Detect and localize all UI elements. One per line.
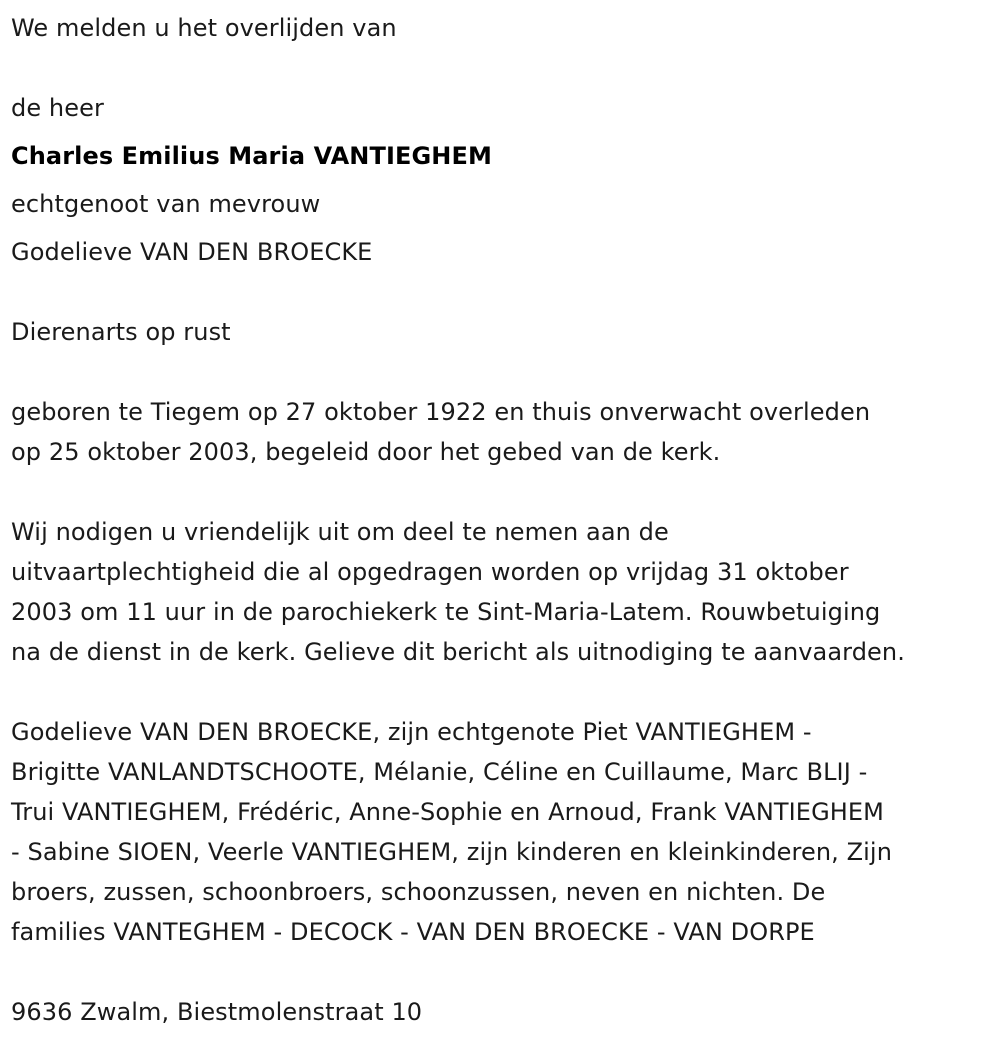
paragraph-line: 2003 om 11 uur in de parochiekerk te Sint-Maria-Latem. Rouwbetuiging	[11, 598, 881, 626]
paragraph-line: na de dienst in de kerk. Gelieve dit bericht als uitnodiging te aanvaarden.	[11, 638, 905, 666]
deceased-name: Charles Emilius Maria VANTIEGHEM	[11, 142, 492, 170]
profession: Dierenarts op rust	[11, 318, 231, 346]
paragraph-line: broers, zussen, schoonbroers, schoonzussen, neven en nichten. De	[11, 878, 826, 906]
family-paragraph	[11, 712, 996, 952]
spacer	[11, 672, 996, 712]
spacer	[11, 272, 996, 312]
spouse-intro: echtgenoot van mevrouw	[11, 190, 321, 218]
paragraph-line: op 25 oktober 2003, begeleid door het gebed van de kerk.	[11, 438, 721, 466]
birth-death-paragraph	[11, 392, 996, 472]
spouse-name: Godelieve VAN DEN BROECKE	[11, 238, 373, 266]
paragraph-line: uitvaartplechtigheid die al opgedragen worden op vrijdag 31 oktober	[11, 558, 849, 586]
spacer	[11, 48, 996, 88]
spacer	[11, 952, 996, 992]
paragraph-line: Wij nodigen u vriendelijk uit om deel te nemen aan de	[11, 518, 669, 546]
spacer	[11, 472, 996, 512]
death-notice	[11, 8, 996, 1032]
intro-line: We melden u het overlijden van	[11, 14, 397, 42]
paragraph-line: - Sabine SIOEN, Veerle VANTIEGHEM, zijn kinderen en kleinkinderen, Zijn	[11, 838, 893, 866]
paragraph-line: Godelieve VAN DEN BROECKE, zijn echtgenote Piet VANTIEGHEM -	[11, 718, 812, 746]
address: 9636 Zwalm, Biestmolenstraat 10	[11, 998, 423, 1026]
spacer	[11, 352, 996, 392]
paragraph-line: families VANTEGHEM - DECOCK - VAN DEN BROECKE - VAN DORPE	[11, 918, 815, 946]
paragraph-line: geboren te Tiegem op 27 oktober 1922 en thuis onverwacht overleden	[11, 398, 871, 426]
honorific: de heer	[11, 94, 104, 122]
paragraph-line: Trui VANTIEGHEM, Frédéric, Anne-Sophie en Arnoud, Frank VANTIEGHEM	[11, 798, 884, 826]
paragraph-line: Brigitte VANLANDTSCHOOTE, Mélanie, Céline en Cuillaume, Marc BLIJ -	[11, 758, 868, 786]
invitation-paragraph	[11, 512, 996, 672]
